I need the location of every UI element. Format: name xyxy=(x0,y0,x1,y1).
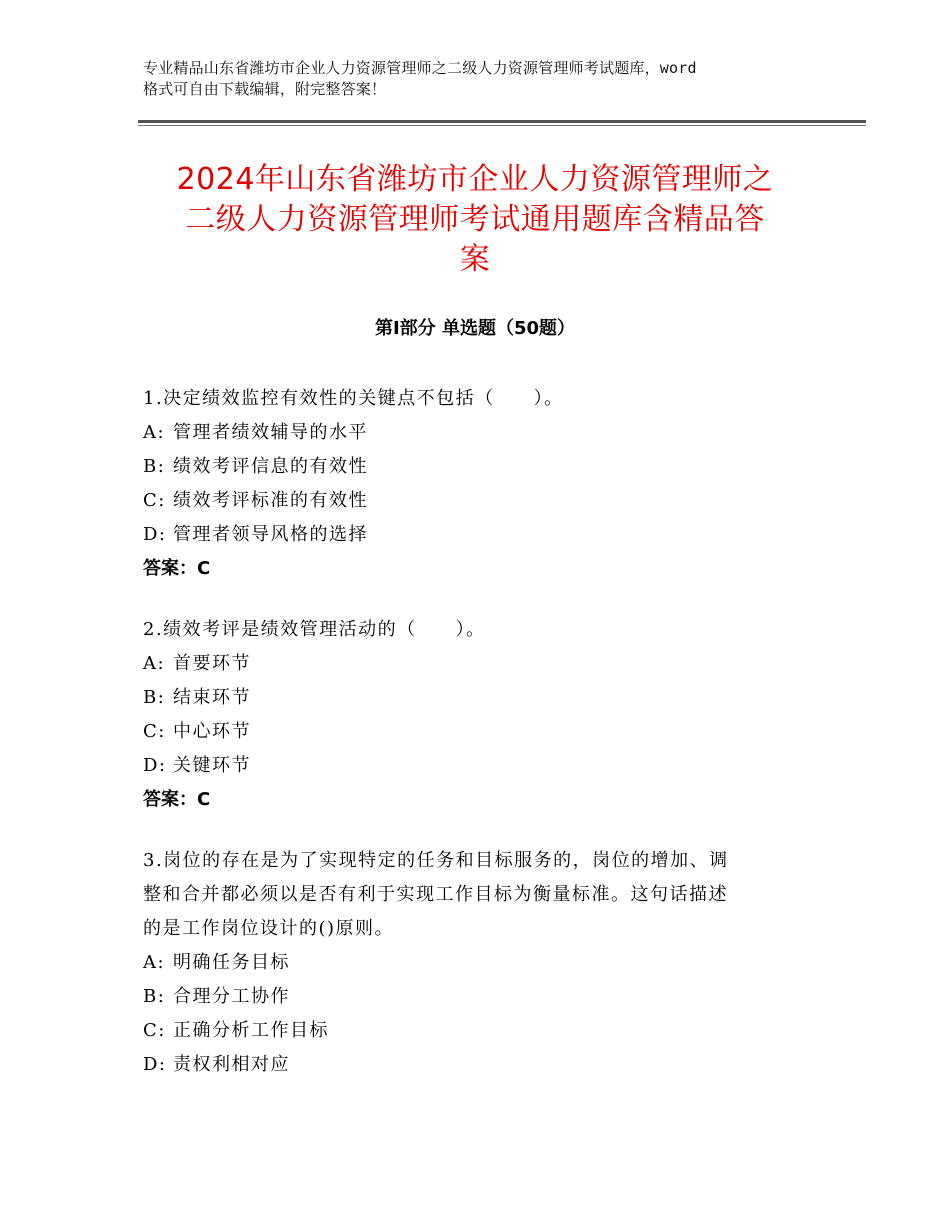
option-text: 合理分工协作 xyxy=(173,986,290,1007)
option-letter: B: xyxy=(143,687,166,708)
question-stem-line-3: 的是工作岗位设计的()原则。 xyxy=(143,918,395,939)
option-letter: C: xyxy=(143,490,166,511)
answer-line: 答案：C xyxy=(143,789,211,810)
option-letter: A: xyxy=(143,422,166,443)
question-stem-line-1: 3.岗位的存在是为了实现特定的任务和目标服务的，岗位的增加、调 xyxy=(143,850,729,871)
option-letter: C: xyxy=(143,1020,166,1041)
section-title: 第Ⅰ部分 单选题（50题） xyxy=(374,318,575,339)
title-line-1: 2024年山东省潍坊市企业人力资源管理师之 xyxy=(176,162,774,197)
document-title xyxy=(140,160,810,280)
option-text: 责权利相对应 xyxy=(173,1054,290,1075)
option-letter: D: xyxy=(143,1054,167,1075)
option-a xyxy=(143,647,803,681)
option-c xyxy=(143,715,803,749)
option-a xyxy=(143,946,803,980)
answer-line: 答案：C xyxy=(143,558,211,579)
header-rule-thin xyxy=(138,125,866,126)
header-note-line-1: 专业精品山东省潍坊市企业人力资源管理师之二级人力资源管理师考试题库，word xyxy=(143,59,697,77)
option-d xyxy=(143,518,803,552)
title-line-2: 二级人力资源管理师考试通用题库含精品答 xyxy=(185,202,765,237)
option-a xyxy=(143,416,803,450)
question-stem: 1.决定绩效监控有效性的关键点不包括（ ）。 xyxy=(143,388,564,409)
header-note-line-2: 格式可自由下载编辑，附完整答案！ xyxy=(143,80,387,98)
option-text: 中心环节 xyxy=(173,721,251,742)
option-c xyxy=(143,1014,803,1048)
option-d xyxy=(143,749,803,783)
question-stem-line-2: 整和合并都必须以是否有利于实现工作目标为衡量标准。这句话描述 xyxy=(143,884,728,905)
question-2 xyxy=(143,613,803,817)
option-b xyxy=(143,450,803,484)
option-letter: A: xyxy=(143,952,166,973)
option-text: 结束环节 xyxy=(173,687,251,708)
header-note xyxy=(143,58,823,100)
question-1 xyxy=(143,382,803,586)
option-text: 首要环节 xyxy=(173,653,251,674)
option-letter: C: xyxy=(143,721,166,742)
option-text: 绩效考评信息的有效性 xyxy=(173,456,368,477)
option-letter: D: xyxy=(143,755,167,776)
option-text: 明确任务目标 xyxy=(173,952,290,973)
option-text: 关键环节 xyxy=(173,755,251,776)
option-text: 正确分析工作目标 xyxy=(173,1020,329,1041)
header-rule-thick xyxy=(138,120,866,123)
question-stem: 2.绩效考评是绩效管理活动的（ ）。 xyxy=(143,619,486,640)
option-text: 绩效考评标准的有效性 xyxy=(173,490,368,511)
question-3 xyxy=(143,844,803,1082)
option-b xyxy=(143,980,803,1014)
option-text: 管理者领导风格的选择 xyxy=(173,524,368,545)
option-letter: A: xyxy=(143,653,166,674)
option-letter: B: xyxy=(143,986,166,1007)
question-list xyxy=(143,382,803,1109)
option-letter: D: xyxy=(143,524,167,545)
option-b xyxy=(143,681,803,715)
option-text: 管理者绩效辅导的水平 xyxy=(173,422,368,443)
option-c xyxy=(143,484,803,518)
option-letter: B: xyxy=(143,456,166,477)
title-line-3: 案 xyxy=(459,242,491,277)
option-d xyxy=(143,1048,803,1082)
